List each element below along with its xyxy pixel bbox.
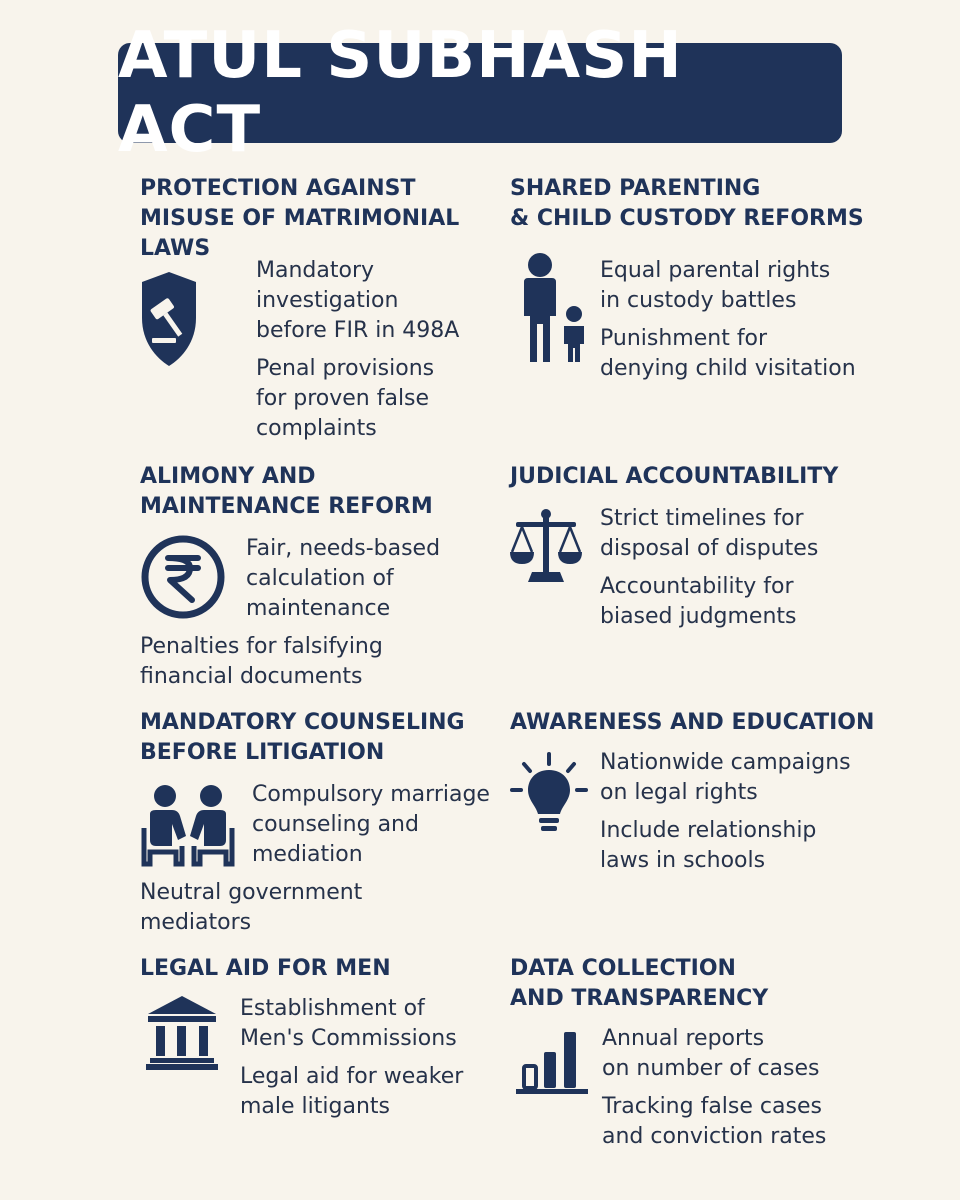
parent-child-icon bbox=[514, 250, 590, 362]
section-heading bbox=[510, 954, 768, 1014]
item-line: before FIR in 498A bbox=[256, 318, 460, 343]
item-line: biased judgments bbox=[600, 604, 797, 629]
item-line: Annual reports bbox=[602, 1026, 765, 1051]
item-line: Compulsory marriage bbox=[252, 782, 490, 807]
item-line: in custody battles bbox=[600, 288, 797, 313]
heading-line: AND TRANSPARENCY bbox=[510, 986, 769, 1011]
item-line: complaints bbox=[256, 416, 377, 441]
list-item bbox=[600, 748, 851, 808]
shield-gavel-icon bbox=[140, 270, 198, 370]
lightbulb-icon bbox=[510, 752, 588, 834]
item-line: laws in schools bbox=[600, 848, 766, 873]
heading-line: SHARED PARENTING bbox=[510, 176, 761, 201]
heading-line: JUDICIAL ACCOUNTABILITY bbox=[510, 464, 839, 489]
item-line: investigation bbox=[256, 288, 399, 313]
heading-line: & CHILD CUSTODY REFORMS bbox=[510, 206, 864, 231]
item-line: Tracking false cases bbox=[602, 1094, 822, 1119]
item-line: for proven false bbox=[256, 386, 430, 411]
item-line: Legal aid for weaker bbox=[240, 1064, 464, 1089]
list-item bbox=[602, 1092, 826, 1152]
item-line: Include relationship bbox=[600, 818, 817, 843]
item-line: Equal parental rights bbox=[600, 258, 831, 283]
heading-line: DATA COLLECTION bbox=[510, 956, 736, 981]
list-item bbox=[602, 1024, 820, 1084]
scales-icon bbox=[510, 506, 582, 586]
item-line: Strict timelines for bbox=[600, 506, 804, 531]
item-line: male litigants bbox=[240, 1094, 390, 1119]
section-heading bbox=[510, 708, 874, 738]
item-line: Neutral government bbox=[140, 880, 363, 905]
heading-line: BEFORE LITIGATION bbox=[140, 740, 385, 765]
list-item bbox=[246, 534, 440, 624]
section-protection-against-misuse bbox=[140, 174, 500, 444]
section-heading bbox=[510, 174, 864, 234]
section-awareness-education bbox=[510, 708, 950, 888]
section-shared-parenting bbox=[510, 174, 950, 394]
list-item bbox=[600, 324, 856, 384]
heading-line: MAINTENANCE REFORM bbox=[140, 494, 433, 519]
heading-line: ALIMONY AND bbox=[140, 464, 316, 489]
item-line: financial documents bbox=[140, 664, 363, 689]
list-item bbox=[600, 816, 816, 876]
item-line: mediation bbox=[252, 842, 363, 867]
title-banner bbox=[118, 19, 842, 167]
list-item bbox=[600, 504, 818, 564]
item-line: Fair, needs-based bbox=[246, 536, 441, 561]
item-line: Penal provisions bbox=[256, 356, 435, 381]
heading-line: AWARENESS AND EDUCATION bbox=[510, 710, 875, 735]
section-alimony-maintenance bbox=[140, 462, 500, 702]
item-line: denying child visitation bbox=[600, 356, 856, 381]
section-heading bbox=[140, 708, 465, 768]
item-line: Penalties for falsifying bbox=[140, 634, 383, 659]
list-item bbox=[256, 354, 434, 444]
list-item bbox=[140, 878, 362, 938]
section-heading bbox=[140, 954, 391, 984]
section-heading bbox=[140, 462, 433, 522]
heading-line: MANDATORY COUNSELING bbox=[140, 710, 465, 735]
item-line: and conviction rates bbox=[602, 1124, 827, 1149]
item-line: mediators bbox=[140, 910, 252, 935]
list-item bbox=[240, 994, 457, 1054]
item-line: Accountability for bbox=[600, 574, 794, 599]
list-item bbox=[600, 256, 830, 316]
item-line: Men's Commissions bbox=[240, 1026, 457, 1051]
list-item bbox=[240, 1062, 463, 1122]
section-mandatory-counseling bbox=[140, 708, 500, 948]
heading-line: PROTECTION AGAINST bbox=[140, 176, 416, 201]
item-line: Nationwide campaigns bbox=[600, 750, 851, 775]
list-item bbox=[600, 572, 797, 632]
list-item bbox=[256, 256, 459, 346]
item-line: maintenance bbox=[246, 596, 391, 621]
courthouse-icon bbox=[146, 994, 218, 1070]
list-item bbox=[140, 632, 383, 692]
heading-line: LAWS bbox=[140, 236, 211, 261]
item-line: on number of cases bbox=[602, 1056, 820, 1081]
section-data-collection bbox=[510, 954, 950, 1164]
item-line: on legal rights bbox=[600, 780, 758, 805]
counseling-icon bbox=[140, 784, 236, 874]
section-judicial-accountability bbox=[510, 462, 950, 642]
item-line: disposal of disputes bbox=[600, 536, 819, 561]
heading-line: MISUSE OF MATRIMONIAL bbox=[140, 206, 460, 231]
rupee-icon bbox=[140, 534, 226, 620]
item-line: Punishment for bbox=[600, 326, 768, 351]
section-legal-aid bbox=[140, 954, 500, 1134]
item-line: Establishment of bbox=[240, 996, 425, 1021]
page-title: ATUL SUBHASH ACT bbox=[118, 19, 683, 167]
heading-line: LEGAL AID FOR MEN bbox=[140, 956, 391, 981]
section-heading bbox=[140, 174, 459, 264]
list-item bbox=[252, 780, 490, 870]
item-line: Mandatory bbox=[256, 258, 375, 283]
bar-chart-icon bbox=[516, 1028, 588, 1094]
item-line: calculation of bbox=[246, 566, 394, 591]
section-heading bbox=[510, 462, 838, 492]
item-line: counseling and bbox=[252, 812, 419, 837]
